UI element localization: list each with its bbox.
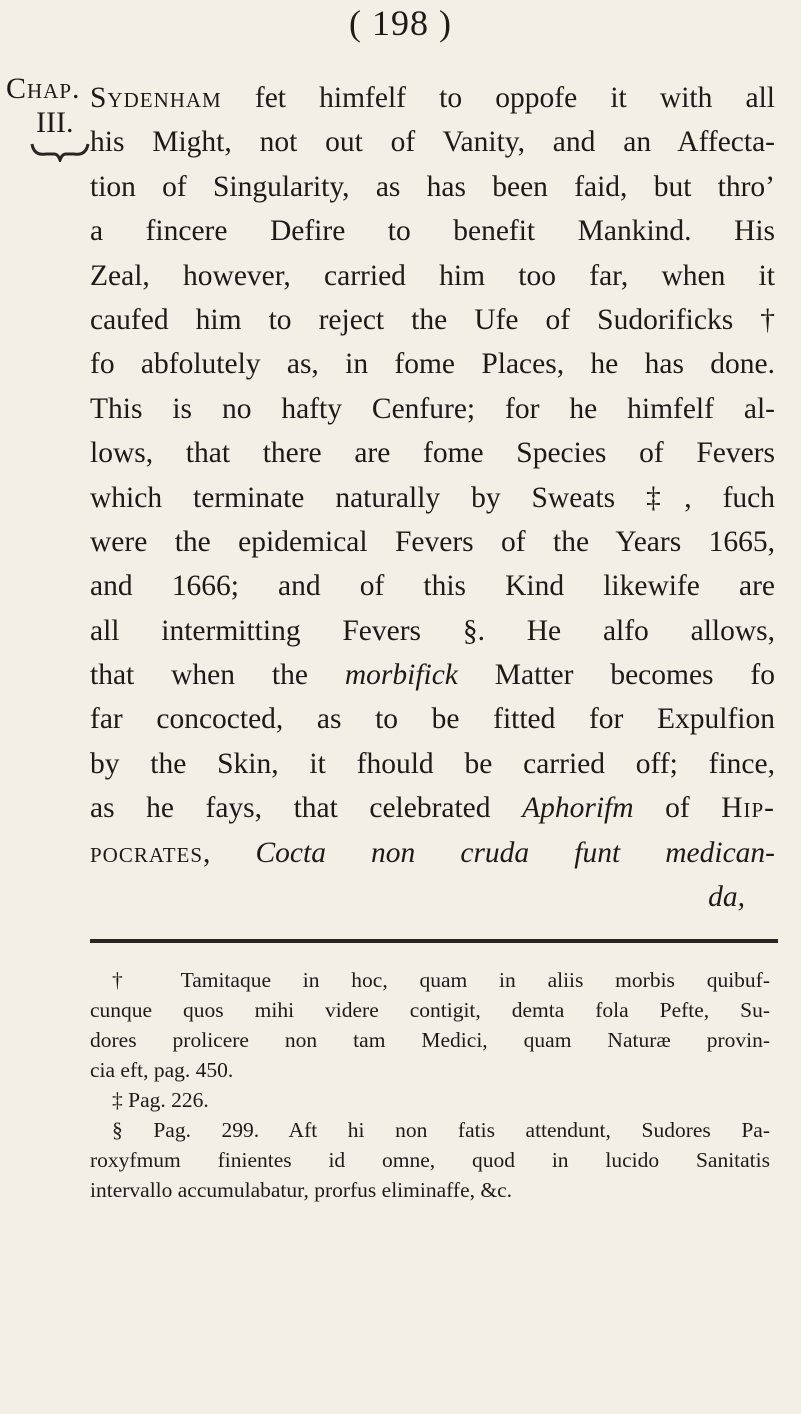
text-span: that when the bbox=[90, 659, 345, 692]
text-span: of bbox=[633, 792, 722, 825]
text-line: by the Skin, it fhould be carried off; fince, bbox=[90, 747, 775, 780]
text-line: all intermitting Fevers §. He alfo allows, bbox=[90, 614, 775, 647]
footnote-line: § Pag. 299. Aft hi non fatis attendunt, Sudores Pa- bbox=[112, 1118, 770, 1142]
text-line: and 1666; and of this Kind likewife are bbox=[90, 570, 775, 603]
text-line: a fincere Defire to benefit Mankind. His bbox=[90, 215, 775, 248]
footnote-divider bbox=[90, 939, 778, 943]
page-number: ( 198 ) bbox=[349, 3, 452, 43]
text-span: , bbox=[203, 836, 256, 869]
text-line: This is no hafty Cenfure; for he himfelf al- bbox=[90, 392, 775, 425]
author-name: Hip- bbox=[721, 792, 776, 825]
latin-quote: Cocta non cruda funt medican- bbox=[255, 836, 775, 869]
text-span: Matter becomes fo bbox=[457, 659, 775, 692]
text-line: his Might, not out of Vanity, and an Affecta- bbox=[90, 126, 775, 159]
footnote-line: cia eft, pag. 450. bbox=[90, 1058, 234, 1082]
text-line: tion of Singularity, as has been faid, but thro’ bbox=[90, 170, 775, 203]
author-name: pocrates bbox=[90, 836, 204, 869]
text-span: fet himfelf to oppofe it with all bbox=[221, 82, 775, 114]
text-span: as he fays, that celebrated bbox=[90, 792, 523, 825]
italic-term: Aphorifm bbox=[522, 792, 634, 825]
italic-term: morbifick bbox=[344, 659, 458, 692]
footnote-line: dores prolicere non tam Medici, quam Naturæ provin- bbox=[90, 1028, 770, 1052]
text-line bbox=[90, 786, 775, 830]
author-name: Sydenham bbox=[90, 82, 222, 114]
footnote-line: cunque quos mihi videre contigit, demta fola Pefte, Su- bbox=[90, 998, 770, 1022]
text-line: Zeal, however, carried him too far, when it bbox=[90, 259, 775, 292]
chapter-label: Chap. bbox=[6, 72, 81, 105]
chapter-number: III. bbox=[36, 106, 74, 139]
footnote-line: roxyfmum finientes id omne, quod in lucido Sanitatis bbox=[90, 1148, 770, 1172]
text-line: caufed him to reject the Ufe of Sudorificks † bbox=[90, 303, 775, 336]
text-line: which terminate naturally by Sweats ‡, fuch bbox=[90, 481, 775, 514]
footnote-line: † Tamitaque in hoc, quam in aliis morbis quibuf- bbox=[112, 968, 770, 992]
text-line: were the epidemical Fevers of the Years 1665, bbox=[90, 525, 775, 558]
brace-icon bbox=[30, 140, 90, 162]
text-line: far concocted, as to be fitted for Expulfion bbox=[90, 703, 775, 736]
footnotes bbox=[90, 965, 770, 1205]
text-line bbox=[90, 831, 775, 875]
footnote-line: ‡ Pag. 226. bbox=[112, 1088, 209, 1112]
footnote-line: intervallo accumulabatur, prorfus eliminaffe, &c. bbox=[90, 1178, 513, 1202]
text-line: fo abfolutely as, in fome Places, he has done. bbox=[90, 348, 775, 381]
margin-chapter-note bbox=[6, 72, 81, 140]
text-line: lows, that there are fome Species of Fevers bbox=[90, 437, 775, 470]
text-line bbox=[90, 653, 775, 697]
text-line bbox=[90, 76, 775, 120]
main-text bbox=[90, 76, 775, 919]
text-line: da, bbox=[708, 881, 745, 914]
